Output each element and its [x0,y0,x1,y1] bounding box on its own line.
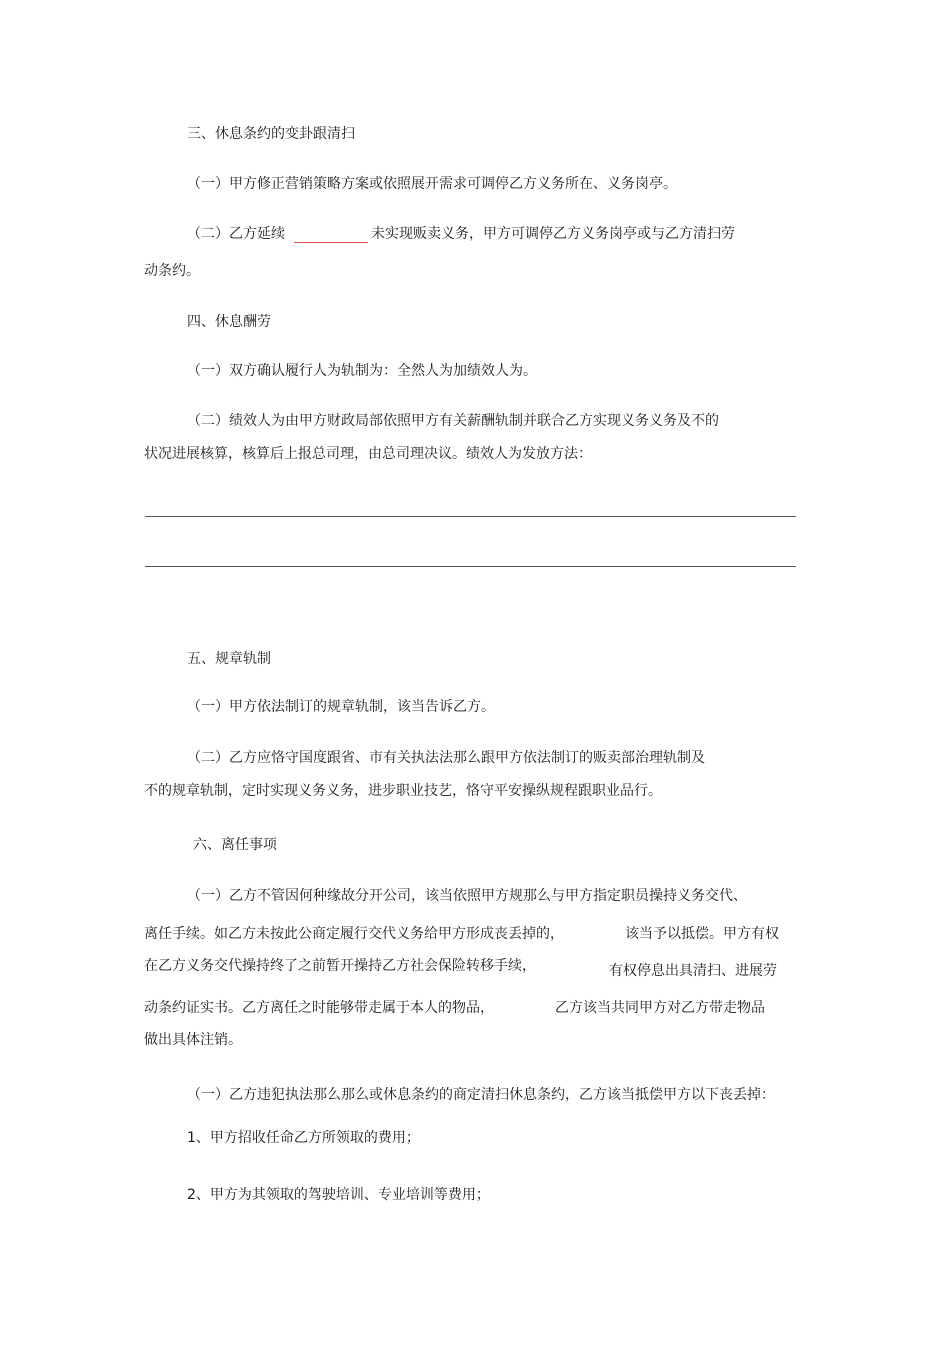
section-6-heading: 六、离任事项 [193,837,277,853]
section-4-item-2: （二）绩效人为由甲方财政局部依照甲方有关薪酬轨制并联合乙方实现义务义务及不的 [187,413,719,429]
section-6-item-1-line-5: 做出具体注销。 [144,1032,242,1048]
fill-in-blank [294,242,368,243]
section-6-list-item-1: 1、甲方招收任命乙方所领取的费用； [187,1130,420,1146]
section-6-item-1-line-3b: 有权停息出具清扫、进展劳 [609,963,777,979]
section-6-item-1-line-2a: 离任手续。如乙方未按此公商定履行交代义务给甲方形成丧丢掉的， [144,926,564,942]
section-3-item-2-continuation: 动条约。 [144,263,200,279]
section-3-item-2-start: （二）乙方延续 [187,226,285,242]
section-5-heading: 五、规章轨制 [187,651,271,667]
section-6-item-1-line-2b: 该当予以抵偿。甲方有权 [625,926,779,942]
section-4-item-1: （一）双方确认履行人为轨制为：全然人为加绩效人为。 [187,363,537,379]
blank-line-1 [145,516,796,517]
blank-line-2 [145,566,796,567]
section-6-item-1-line-4a: 动条约证实书。乙方离任之时能够带走属于本人的物品， [144,1000,494,1016]
section-3-heading: 三、休息条约的变卦跟清扫 [187,126,355,142]
section-5-item-2-continuation: 不的规章轨制，定时实现义务义务，进步职业技艺，恪守平安操纵规程跟职业品行。 [144,783,662,799]
section-6-list-item-2: 2、甲方为其领取的驾驶培训、专业培训等费用； [187,1187,490,1203]
section-6-item-1-line-3a: 在乙方义务交代操持终了之前暂开操持乙方社会保险转移手续， [144,958,536,974]
section-6-item-2: （一）乙方违犯执法那么那么或休息条约的商定清扫休息条约，乙方该当抵偿甲方以下丧丢掉： [187,1087,775,1103]
section-3-item-2-rest: 未实现贩卖义务，甲方可调停乙方义务岗亭或与乙方清扫劳 [371,226,735,242]
section-4-heading: 四、休息酬劳 [187,314,271,330]
section-5-item-1: （一）甲方依法制订的规章轨制，该当告诉乙方。 [187,699,495,715]
section-4-item-2-continuation: 状况进展核算，核算后上报总司理，由总司理决议。绩效人为发放方法： [144,446,592,462]
section-5-item-2: （二）乙方应恪守国度跟省、市有关执法法那么跟甲方依法制订的贩卖部治理轨制及 [187,750,705,766]
section-6-item-1-line-4b: 乙方该当共同甲方对乙方带走物品 [555,1000,765,1016]
section-6-item-1: （一）乙方不管因何种缘故分开公司，该当依照甲方规那么与甲方指定职员操持义务交代、 [187,888,747,904]
section-3-item-1: （一）甲方修正营销策略方案或依照展开需求可调停乙方义务所在、义务岗亭。 [187,176,677,192]
